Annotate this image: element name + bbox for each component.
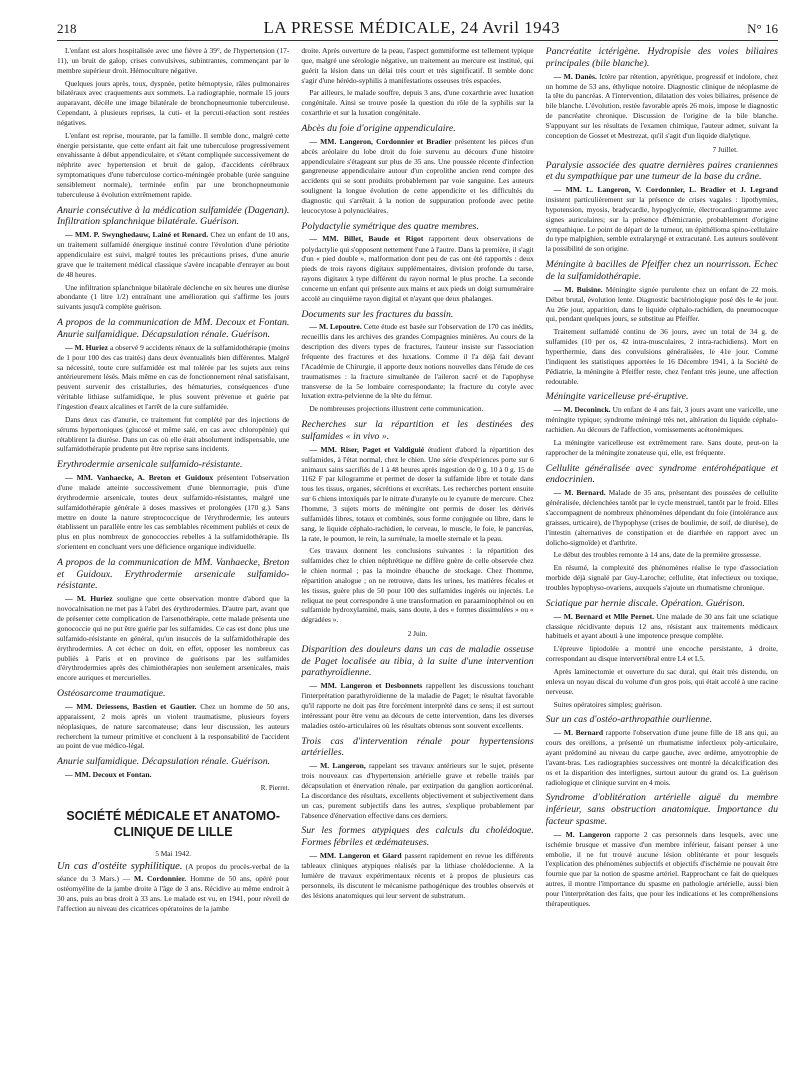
abstract-title: Syndrome d'oblitération artérielle aiguë du membre inférieur, sans obstruction anatomique. Importance du facteur spasme. — [545, 792, 778, 827]
abstract-text: présentent les pièces d'un abcès aréolaire du lobe droit du foie survenu au décours d'une histoire appendiculaire s'étageant sur plus de 35 ans. Une poussée récente d'infection gangreneuse appendiculaire autour d'un coprolithe ancien rend compte des accidents qui se sont produits probablement par voie sanguine. Les auteurs soulignent la longue évolution de cette appendicite et les difficultés du diagnostic qui s'arrêtait à la notion de suppuration profonde avec petite leucocytose à polynucléaires. — [301, 136, 534, 215]
abstract-authors: — M. Bernard — [553, 728, 604, 738]
paragraph: La méningite varicelleuse est extrêmement rare. Sans doute, peut-on la rapprocher de la méningite zonateuse qui, elle, est fréquente. — [545, 437, 778, 457]
abstract-authors: — M. Danès. — [553, 71, 597, 81]
abstract-title: Anurie consécutive à la médication sulfamidée (Dagenan). Infiltration splanchnique bilatérale. Guérison. — [57, 204, 290, 228]
abstract-title: Documents sur les fractures du bassin. — [301, 308, 454, 320]
abstract-text: Homme de 50 ans, opéré pour ostéomyélite de la jambe droite à l'âge de 3 ans. Récidive au même endroit à 30 ans, puis au bras droit à 33 ans. Le malade est vu, en 1941, pour réveil de l'affection au niveau des cicatrices opératoires de la jambe — [57, 874, 290, 913]
abstract-title: Disparition des douleurs dans un cas de maladie osseuse de Paget localisée au tibia, à la suite d'une intervention parathyroïdienne. — [301, 643, 534, 679]
abstract-block — [57, 317, 289, 454]
session-date: 5 Mai 1942. — [155, 848, 192, 858]
paragraph: Quelques jours après, toux, dyspnée, petite hémoptysie, râles pulmonaires bilatéraux avec craquements aux sommets. La radiographie, normale 15 jours auparavant, décèle une image bilatérale de bronchopneumonie tuberculeuse. Cependant, à plusieurs reprises, la cuti- et la percuti-réaction sont restées négatives. — [57, 78, 290, 127]
paragraph: L'enfant est reprise, mourante, par la famille. Il semble donc, malgré cette énergie persistante, que cette enfant ait fait une tuberculose progressivement envahissante à début appendiculaire, et s'étant compliquée successivement de néphrite avec hypertension et bruit de galop, d'accidents cérébraux symptomatiques d'une tuberculose cortico-méningée probable (urée sanguine sensiblement normale), terminée enfin par une bronchopneumonie tuberculeuse à évolution extrêmement rapide. — [57, 130, 290, 199]
abstract-title: Trois cas d'intervention rénale pour hypertensions artérielles. — [301, 735, 534, 759]
abstract-text: rapporte 2 cas personnels dans lesquels, avec une ischémie brusque et massive d'un membre inférieur, faisant penser à une embolie, il ne fut trouvé aucune lésion oblitérante et pour lesquels l'explication des phénomènes subjectifs et objectifs d'ischémie ne pouvait être fournie que par la notion de spasme artériel. Rapprochant ce fait de quelques autres, il montre l'importance du spasme en pathologie artérielle, aussi bien pour l'interprétation des faits, que pour les indications et les compréhensions thérapeutiques. — [545, 829, 778, 908]
abstract-text: souligne que cette observation montre d'abord que la novocalnisation ne met pas à l'abri des érythrodermies. D'autre part, avant que de présenter cette complication de l'arsenothérapie, cette malade présenta une gonococcie qui ne put être guérie par les sulfamides. Ce cas est donc plus une sulfamido-résistante en général, qu'un insuccès de la sulfamidothérapie des érythrodermies. A cet échec on doit, en effet, opposer les nombreux cas publiés à Paris et en province de guérisons par les sulfamides d'érythrodermies après des chimiothérapies non seulement arsenicales, mais encore auriques et mercurielles. — [57, 594, 290, 683]
abstract-authors: — MM. Decoux et Fontan. — [65, 770, 152, 779]
abstract-authors: — M. Langeron — [553, 829, 611, 839]
abstract-text: Ictère par rétention, apyrétique, progressif et indolore, chez un homme de 53 ans, éthylique notoire. Diagnostic clinique de néoplasme de la tête du pancréas. A l'intervention, dilatation des voies biliaires, présence de bile blanche. L'évolution, restée favorable après 26 mois, impose le diagnostic de pancréatite chronique. Discussion de l'origine de la bile blanche. S'appuyant sur les résultats de l'examen chimique, l'auteur admet, suivant la conception de Gosset et Mestrezat, qu'il s'agit d'un liquide dialytique. — [545, 71, 778, 140]
abstract-text: Cette étude est basée sur l'observation de 170 cas inédits, recueillis dans les archives des grandes Compagnies minières. Au cours de la description des divers types de fractures, l'auteur insiste sur l'association fréquente des fractures et des luxations. Comme il l'a déjà fait devant l'Académie de Chirurgie, il apporte deux notions nouvelles dans l'étude de ces traumatismes : la fracture simultanée de l'aileron sacré et de l'apophyse transverse de la 5e lombaire correspondante; la fracture du cotyle avec luxation extra-pelvienne de la tête du fémur. — [301, 322, 534, 401]
abstract-authors: — M. Buisine. — [553, 284, 603, 294]
abstract-text: Malade de 35 ans, présentant des poussées de cellulite généralisée, déclenchées tantôt par le cycle menstruel, tantôt par le froid. Elles s'accompagnent de nombreux phénomènes dépendant du foie (intolérance aux graisses, urticaire), de l'hypophyse (crises de boulimie, de soif, de diurèse), de l'intestin (alternatives de constipation et de diarrhée en rapport avec un dolicho-sigmoïde) et d'arthrite. — [545, 488, 778, 547]
abstract-authors: — MM. Riser, Paget et Valdiguié — [309, 444, 425, 454]
paragraph: Une infiltration splanchnique bilatérale déclenche en six heures une diurèse abondante (1 litre 1/2) entraînant une amélioration qui s'affirme les jours suivants jusqu'à complète guérison. — [57, 282, 290, 312]
abstract-text: rapporte l'observation d'une jeune fille de 18 ans qui, au cours des oreillons, a présenté un rhumatisme infectieux poly-articulaire, ayant prédominé au niveau du carpe gauche, avec œdème, amyotrophie de l'avant-bras. Les radiographies successives ont montré la décalcification des os et la disparition des interlignes, surtout autour du grand os. La guérison radiologique et clinique survint en 4 mois. — [545, 728, 778, 787]
paragraph: droite. Après ouverture de la peau, l'aspect gommiforme est tellement typique que, malgré une sérologie négative, un traitement au mercure est institué, qui guérit la lésion dans un délai très court et très significatif. Il semble donc s'agir d'une hérédo-syphilis à manifestations osseuses très espacées. — [301, 46, 534, 85]
abstract-authors: — M. Bernard. — [553, 488, 606, 498]
abstract-authors: — M. Deconinck. — [553, 405, 611, 415]
abstract-block — [301, 419, 533, 625]
abstract-block — [57, 688, 289, 751]
session-date: 7 Juillet. — [712, 144, 738, 154]
abstract-authors: — M. Huriez — [65, 342, 109, 352]
abstract-text: étudient d'abord la répartition des sulfamides, à l'état normal, chez le chien. Une série d'expériences porte sur 6 animaux sains sacrifiés de 1 à 48 heures après ingestion de 0 g. 10 à 0 g. 15 de 1162 F par kilogramme et permet de doser la sulfamide libre et totale dans tous les tissus, organes, sécrétions et excrétats. Les recherches portent ensuite sur 6 chiens intoxiqués par le nitrate d'uranyle ou le cyanure de mercure. Chez l'homme, 3 sujets morts de méningite ont permis de doser les dérivés sulfamidés libres, totaux et combinés, sous forme conjuguée ou libre, dans le sang, le liquide céphalo-rachidien, le cerveau, le muscle, le foie, le pancréas, la rate, le poumon, le rein, la surrénale, la moelle sternale et la peau. — [301, 444, 534, 543]
paragraph: Ces travaux donnent les conclusions suivantes : la répartition des sulfamides chez le chien néphrétique ne diffère guère de celle observée chez le chien normal ; pas la moindre ébauche de stockage. Chez l'homme, répartition analogue ; on ne retrouve, dans les urines, les matières fécales et les tissus, guère plus de 50 pour 100 des sulfamides ingérés ou injectés. Le reliquat ne peut correspondre à une transformation en paraaminophénol ou en sulfamide hydroxylaminé, mais, sans doute, à des « formes dissimulées » ou « dégradées ». — [301, 546, 534, 625]
abstract-title: A propos de la communication de MM. Vanhaecke, Breton et Guidoux. Erythrodermie arsenicale sulfamido-résistante. — [57, 556, 290, 592]
abstract-block — [301, 644, 533, 731]
abstract-title: A propos de la communication de MM. Decoux et Fontan. Anurie sulfamidique. Décapsulation rénale. Guérison. — [57, 317, 290, 340]
abstract-block — [301, 221, 533, 304]
abstract-authors: M. Cordonnier. — [134, 874, 187, 884]
abstract-block — [546, 463, 778, 593]
abstract-title: Méningite à bacilles de Pfeiffer chez un nourrisson. Echec de la sulfamidothérapie. — [545, 259, 778, 282]
abstract-block — [57, 756, 289, 780]
abstract-text: rappelant ses travaux antérieurs sur le sujet, présente trois nouveaux cas d'hypertension artérielle grave et rebelle traités par décapsulation et énervation rénale, par extirpation du ganglion aorticorénal. La discordance des résultats, excellents objectivement et subjectivement dans un cas, purement subjectifs dans les autres, s'explique probablement par l'absence d'énervation effective dans ces derniers. — [301, 761, 534, 820]
abstract-block — [301, 123, 533, 216]
abstract-title: Erythrodermie arsenicale sulfamido-résistante. — [57, 459, 243, 471]
paragraph: Par ailleurs, le malade souffre, depuis 3 ans, d'une coxarthrie avec luxation congénitale. Ainsi se trouve posée la question du rôle de la syphilis sur la coxarthrie et sur la luxation congénitale. — [301, 88, 534, 118]
paragraph: Le début des troubles remonte à 14 ans, date de la première grossesse. — [553, 550, 761, 560]
abstract-block — [546, 598, 778, 710]
abstract-title: Sur les formes atypiques des calculs du cholédoque. Formes fébriles et œdémateuses. — [301, 825, 534, 849]
abstract-authors: — M. Langeron, — [309, 761, 366, 771]
abstract-text: Une malade de 30 ans fait une sciatique classique récidivante depuis 12 ans, résistant aux traitements médicaux habituels et ayant abouti à une impotence presque complète. — [545, 611, 778, 641]
abstract-authors: — MM. P. Swynghedauw, Lainé et Renard. — [65, 230, 209, 240]
paragraph: En résumé, la complexité des phénomènes réalise le type d'association morbide déjà signalé par Guy-Laroche; cellulite, état infectieux ou toxique, troubles hypophyso-ovariens, auxquels s'ajoute un rhumatisme chronique. — [545, 563, 778, 592]
abstract-authors: — MM. Vanhaecke, A. Breton et Guidoux — [65, 472, 214, 482]
abstract-title: Polydactylie symétrique des quatre membres. — [301, 220, 479, 232]
abstract-block — [546, 160, 778, 255]
paragraph: Après laminectomie et ouverture du sac dural, qui était très distendu, on enleva un noyau discal du volume d'un gros pois, qui était accolé à une racine nerveuse. — [545, 666, 778, 696]
abstract-block — [546, 714, 778, 787]
abstract-block — [301, 736, 533, 821]
paragraph: Dans deux cas d'anurie, ce traitement fut complété par des injections de sérums hypertoniques (glucosé et même salé, en cas avec chloropénie) qui rétablirent la diurèse. Dans un cas où elle était absolument indispensable, une sulfamidothérapie prudente put être reprise sans incidents. — [57, 414, 290, 454]
abstract-authors: — M. Bernard et Mlle Pernet. — [553, 611, 655, 621]
abstract-authors: — MM. L. Langeron, V. Cordonnier, L. Bradier et J. Legrand — [553, 185, 778, 194]
abstract-title: Recherches sur la répartition et les destinées des sulfamides « in vivo ». — [301, 419, 534, 442]
abstract-title: Paralysie associée des quatre dernières paires craniennes et du sympathique par une tumeur de la base du crâne. — [545, 159, 778, 183]
abstract-text: Chez un enfant de 10 ans, un traitement sulfamidé énergique institué contre l'évolution d'une périotite appendiculaire est suivi, malgré toutes les précautions prises, d'une anurie grave que le traitement médical classique s'avère incapable d'enrayer au bout de 48 heures. — [57, 230, 290, 279]
abstract-authors: — MM. Langeron et Desbonnets — [309, 681, 423, 691]
column-3 — [546, 46, 778, 1076]
abstract-title: Abcès du foie d'origine appendiculaire. — [301, 122, 456, 134]
abstract-title: Un cas d'ostéite syphilitique. — [57, 861, 183, 873]
abstract-authors: — M. Huriez — [65, 594, 113, 604]
abstract-block — [301, 309, 533, 415]
session-date: 2 Juin. — [407, 629, 428, 639]
abstract-block — [57, 459, 289, 552]
abstract-title: Méningite varicelleuse pré-éruptive. — [545, 391, 689, 403]
abstract-authors: — MM. Billet, Baude et Rigot — [309, 234, 424, 244]
paragraph: Suites opératoires simples; guérison. — [553, 699, 663, 709]
abstract-block — [546, 259, 778, 386]
paragraph: Traitement sulfamidé continu de 36 jours, avec un total de 34 g. de sulfamides (10 per os, 42 intra-musculaires, 2 intra-rachidiens). Mort en hyperthermie, dans des convulsions généralisées, le 41e jour. Comme l'indiquent les statistiques apportées le 16 Décembre 1941, à la Société de Pédiatrie, la méningite à Pfeiffer reste, chez l'enfant très jeune, une affection redoutable. — [545, 327, 778, 386]
abstract-text: présentent l'observation d'une malade atteinte successivement d'une blennorragie, puis d'une érythrodermie arsenicale, toutes deux sulfamido-résistantes, malgré une sulfamidothérapie générale à doses massives et prolongées (170 g.). Sans mettre en doute la nature streptococcique de l'érythrodermie, les auteurs établissent un parallèle entre les cas semblables récemment publiés et ceux de plus en plus nombreux de gonococcies rebelles à la sulfamidothérapie. Ils s'orientent en concluant vers une déficience organique individuelle. — [57, 472, 290, 552]
abstract-block — [57, 205, 289, 313]
page-number: 218 — [57, 21, 77, 36]
abstract-title: Ostéosarcome traumatique. — [57, 688, 166, 700]
abstract-text: passent rapidement en revue les différents tableaux cliniques atypiques réalisés par la lithiase cholédocienne. A la lumière de travaux expérimentaux récents et à propos de plusieurs cas personnels, ils discutent le mécanisme pathogénique des troubles observés et des lésions anatomiques qui leur servent de substratum. — [301, 850, 534, 900]
paragraph: De nombreuses projections illustrent cette communication. — [309, 404, 484, 414]
abstract-title: Pancréatite ictérigène. Hydropisie des voies biliaires principales (bile blanche). — [545, 46, 778, 69]
society-heading: SOCIÉTÉ MÉDICALE ET ANATOMO-CLINIQUE DE LILLE — [66, 809, 280, 840]
abstract-block — [546, 792, 778, 908]
abstract-title: Cellulite généralisée avec syndrome entérohépatique et endocrinien. — [545, 462, 778, 486]
abstract-text: rapportent deux observations de polydactylie qui s'opposent nettement l'une à l'autre. Dans la première, il s'agit d'un « pied double », malformation dont peu de cas ont été rapportés : deux pieds de trois rayons digitaux supplémentaires, division profonde du tarse, rayons digitaux à type différent du rayon normal le plus proche. La seconde concerne un enfant qui présente aux mains et aux pieds un doigt surnuméraire accolé au cinquième rayon digital et n'ayant que deux phalanges. — [301, 234, 534, 303]
abstract-text: rappellent les discussions touchant l'interprétation parathyroïdienne de la maladie de Paget; le résultat favorable qu'il rapporte ne doit pas être forcément interprété dans ce sens; il est surtout intéressant pour être venu au décours de cette intervention, dans les diverses maladies ostéo-articulaires où les résultats obtenus sont souvent excellents. — [301, 681, 534, 730]
abstract-authors: — MM. Langeron, Cordonnier et Bradier — [309, 136, 452, 146]
abstract-title: Sur un cas d'ostéo-arthropathie ourlienne. — [545, 714, 713, 726]
abstract-text: a observé 9 accidents rénaux de la sulfamidothérapie (moins de 1 pour 100 des cas traités) dans deux éventualités bien différentes. Malgré sa nécessité, toute cure sulfamidée est mal tolérée par les sujets aux reins antérieurement lésés. Mais même en cas de fonctionnement rénal satisfaisant, peuvent survenir des cristalluries, des hématuries, conséquences d'une véritable lithiase sulfamidique, le plus souvent prévenue et guérie par l'ingestion d'eaux alcalines et l'arrêt de la cure sulfamidée. — [57, 342, 290, 411]
paragraph: L'enfant est alors hospitalisée avec une fièvre à 39°, de l'hypertension (17-11), un bruit de galop, crises convulsives, subintrantes, commençant par le membre supérieur droit. Hémoculture négative. — [57, 46, 290, 75]
abstract-text: Un enfant de 4 ans fait, 3 jours avant une varicelle, une méningite typique; syndrome méningé très net, altération du liquide céphalo-rachidien. Au décours de l'affection, vomissements acétonémiques. — [545, 405, 778, 435]
abstract-lead: (A propos du procès-verbal de la séance du 3 Mars.) — — [57, 862, 290, 884]
abstract-text: insistent particulièrement sur la présence de crises vagales : lipothymies, hypotension, myosis, bradycardie, hypoglycémie, électrocardiogramme avec signes auriculaires; sur la présence d'hémicranie, probablement d'origine sympathique. Le point de départ de la tumeur, un épithélioma spino-cellulaire du type malpighien, semble extralaryngé et extracutané. Les auteurs soulèvent la possibilité de son origine. — [545, 195, 778, 254]
column-1 — [57, 46, 289, 1076]
abstract-title: Anurie sulfamidique. Décapsulation rénale. Guérison. — [57, 756, 271, 768]
journal-title: LA PRESSE MÉDICALE, 24 Avril 1943 — [263, 18, 561, 37]
page-header — [57, 18, 778, 41]
column-2 — [301, 46, 533, 1076]
abstract-text: Chez un homme de 50 ans, apparaissent, 2 mois après un violent traumatisme, plusieurs foyers néoplasiques, de nature sarcomateuse; dans leur discussion, les auteurs recherchent la tumeur primitive et concluent à la responsabilité de l'accident au point de vue médico-légal. — [57, 701, 290, 751]
abstract-text: Méningite signée purulente chez un enfant de 22 mois. Début brutal, évolution lente. Diagnostic bactériologique posé dès le 4e jour. Au 26e jour, apparition, dans le liquide céphalo-rachidien, du pneumocoque qui, pendant quelques jours, se substitue au Pfeiffer. — [545, 284, 778, 324]
abstract-block — [57, 557, 289, 683]
abstract-block — [546, 391, 778, 457]
abstract-block — [301, 825, 533, 900]
abstract-authors: — MM. Driessens, Bastien et Gautier. — [65, 701, 197, 711]
article-columns — [57, 46, 778, 1076]
abstract-authors: — M. Lepoutre. — [309, 322, 362, 332]
abstract-title: Sciatique par hernie discale. Opération. Guérison. — [545, 597, 745, 609]
abstract-block — [546, 46, 778, 141]
abstract-block — [57, 861, 289, 913]
issue-number: N° 16 — [747, 21, 778, 36]
signature: R. Pierret. — [260, 784, 290, 793]
abstract-authors: — MM. Langeron et Giard — [309, 850, 402, 860]
paragraph: L'épreuve lipiodolée a montré une encoche persistante, à droite, correspondant au disque intervertébral entre L4 et L5. — [545, 644, 778, 664]
